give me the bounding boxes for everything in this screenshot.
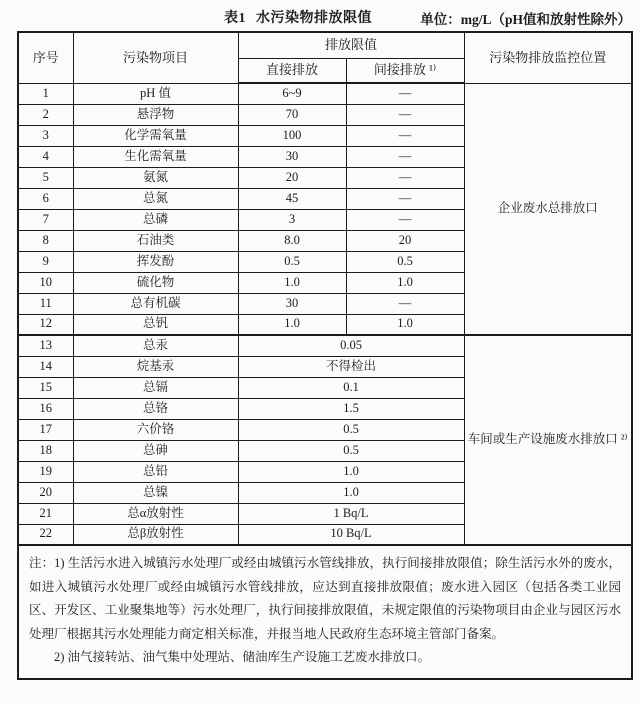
row-no: 7: [18, 209, 73, 230]
row-item: 总砷: [73, 440, 238, 461]
row-indirect: 20: [346, 230, 464, 251]
row-indirect: —: [346, 209, 464, 230]
row-no: 11: [18, 293, 73, 314]
row-no: 3: [18, 125, 73, 146]
row-item: 总镉: [73, 377, 238, 398]
row-item: 总磷: [73, 209, 238, 230]
row-item: 烷基汞: [73, 356, 238, 377]
row-no: 9: [18, 251, 73, 272]
row-direct: 100: [238, 125, 346, 146]
table-body: [18, 83, 632, 679]
row-direct: 45: [238, 188, 346, 209]
row-indirect: 1.0: [346, 314, 464, 335]
row-direct: 0.5: [238, 251, 346, 272]
row-merged-limit: 1.5: [238, 398, 464, 419]
header-monitoring-location: 污染物排放监控位置: [464, 32, 632, 83]
row-direct: 8.0: [238, 230, 346, 251]
row-item: 总铬: [73, 398, 238, 419]
row-no: 21: [18, 503, 73, 524]
monitoring-cell-workshop-outfall: 车间或生产设施废水排放口 ²⁾: [464, 335, 632, 545]
row-indirect: 0.5: [346, 251, 464, 272]
table-notes-row: [18, 545, 632, 679]
row-merged-limit: 1.0: [238, 482, 464, 503]
row-no: 15: [18, 377, 73, 398]
note-2: 2) 油气接转站、油气集中处理站、储油库生产设施工艺废水排放口。: [54, 650, 431, 664]
row-indirect: —: [346, 167, 464, 188]
row-no: 1: [18, 83, 73, 104]
row-no: 18: [18, 440, 73, 461]
note-1: 注：1) 生活污水进入城镇污水处理厂或经由城镇污水管线排放，执行间接排放限值；除生活污水外的废水，如进入城镇污水处理厂或经由城镇污水管线排放，应达到直接排放限值；废水进入园区（包括各类工业园区、开发区、工业聚集地等）污水处理厂，执行间接排放限值，未规定限值的污染物项目由企业与园区污水处理厂根据其污水处理能力商定相关标准，并报当地人民政府生态环境主管部门备案。: [29, 556, 622, 641]
row-merged-limit: 0.5: [238, 440, 464, 461]
row-no: 8: [18, 230, 73, 251]
table-number-label: 表1: [224, 11, 246, 26]
row-item: 六价铬: [73, 419, 238, 440]
row-merged-limit: 10 Bq/L: [238, 524, 464, 545]
table-row: [18, 83, 632, 104]
table-header: [18, 32, 632, 83]
table-title: [224, 7, 372, 27]
monitoring-cell-enterprise-outfall: 企业废水总排放口: [464, 83, 632, 335]
header-no: 序号: [18, 32, 73, 83]
row-no: 4: [18, 146, 73, 167]
row-item: 硫化物: [73, 272, 238, 293]
row-indirect: 1.0: [346, 272, 464, 293]
table-row: [18, 335, 632, 356]
row-direct: 3: [238, 209, 346, 230]
row-indirect: —: [346, 125, 464, 146]
row-indirect: —: [346, 83, 464, 104]
row-no: 6: [18, 188, 73, 209]
row-no: 14: [18, 356, 73, 377]
row-direct: 1.0: [238, 314, 346, 335]
header-pollutant-item: 污染物项目: [73, 32, 238, 83]
water-pollutant-limits-table: [17, 31, 633, 680]
row-item: 挥发酚: [73, 251, 238, 272]
row-direct: 70: [238, 104, 346, 125]
row-indirect: —: [346, 293, 464, 314]
row-no: 16: [18, 398, 73, 419]
row-item: 总有机碳: [73, 293, 238, 314]
row-no: 10: [18, 272, 73, 293]
row-direct: 30: [238, 146, 346, 167]
row-indirect: —: [346, 146, 464, 167]
row-item: 总铅: [73, 461, 238, 482]
row-merged-limit: 1.0: [238, 461, 464, 482]
row-merged-limit: 不得检出: [238, 356, 464, 377]
row-item: 氨氮: [73, 167, 238, 188]
notes-cell: [18, 545, 632, 679]
row-no: 5: [18, 167, 73, 188]
row-no: 20: [18, 482, 73, 503]
row-no: 13: [18, 335, 73, 356]
row-item: 总β放射性: [73, 524, 238, 545]
header-direct-discharge: 直接排放: [238, 58, 346, 83]
row-merged-limit: 0.05: [238, 335, 464, 356]
row-direct: 20: [238, 167, 346, 188]
header-indirect-discharge: 间接排放 ¹⁾: [346, 58, 464, 83]
row-indirect: —: [346, 188, 464, 209]
row-merged-limit: 0.1: [238, 377, 464, 398]
row-direct: 30: [238, 293, 346, 314]
row-no: 19: [18, 461, 73, 482]
row-item: 总α放射性: [73, 503, 238, 524]
row-item: pH 值: [73, 83, 238, 104]
table-caption: [0, 5, 640, 29]
row-item: 总钒: [73, 314, 238, 335]
row-no: 22: [18, 524, 73, 545]
row-no: 2: [18, 104, 73, 125]
row-direct: 1.0: [238, 272, 346, 293]
row-item: 总镍: [73, 482, 238, 503]
header-discharge-limits: 排放限值: [238, 32, 464, 58]
table-title-text: 水污染物排放限值: [256, 11, 372, 26]
row-item: 悬浮物: [73, 104, 238, 125]
row-item: 石油类: [73, 230, 238, 251]
row-indirect: —: [346, 104, 464, 125]
row-no: 17: [18, 419, 73, 440]
row-item: 生化需氧量: [73, 146, 238, 167]
row-merged-limit: 1 Bq/L: [238, 503, 464, 524]
row-item: 总汞: [73, 335, 238, 356]
row-no: 12: [18, 314, 73, 335]
row-merged-limit: 0.5: [238, 419, 464, 440]
row-item: 化学需氧量: [73, 125, 238, 146]
unit-note: 单位：mg/L（pH值和放射性除外）: [420, 12, 631, 27]
row-direct: 6~9: [238, 83, 346, 104]
row-item: 总氮: [73, 188, 238, 209]
